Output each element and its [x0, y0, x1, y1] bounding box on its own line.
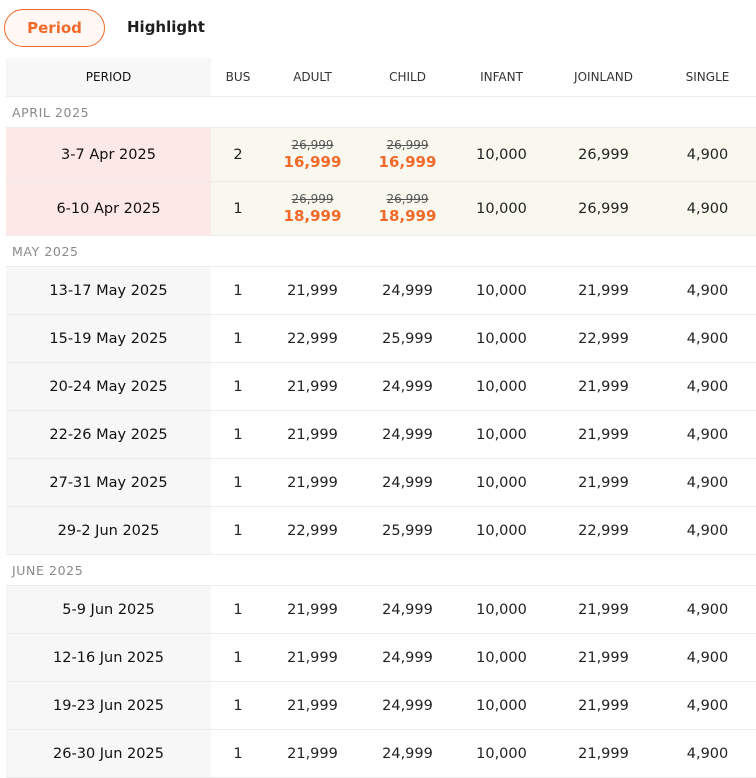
infant-price: 10,000: [455, 411, 548, 459]
child-price: 24,999: [360, 682, 455, 730]
bus-cell: 1: [211, 507, 265, 555]
adult-price-original: 26,999: [291, 191, 334, 206]
header-bus: BUS: [211, 58, 265, 97]
joinland-price: 26,999: [548, 128, 659, 182]
single-price: 4,900: [659, 730, 756, 778]
child-price: 24,999: [360, 411, 455, 459]
bus-cell: 2: [211, 128, 265, 182]
child-price: 24,999: [360, 363, 455, 411]
table-row[interactable]: [6, 586, 756, 634]
header-infant: INFANT: [455, 58, 548, 97]
adult-price: 21,999: [265, 634, 360, 682]
child-price-sale: 18,999: [378, 206, 437, 225]
infant-price: 10,000: [455, 459, 548, 507]
child-price: 24,999: [360, 634, 455, 682]
tab-highlight[interactable]: Highlight: [127, 18, 205, 36]
tab-period[interactable]: Period: [4, 9, 105, 47]
single-price: 4,900: [659, 459, 756, 507]
adult-price: 21,999: [265, 267, 360, 315]
joinland-price: 21,999: [548, 634, 659, 682]
bus-cell: 1: [211, 267, 265, 315]
month-group-row: [6, 97, 756, 128]
adult-price-sale: 16,999: [283, 152, 342, 171]
adult-price: 22,999: [265, 507, 360, 555]
table-row[interactable]: [6, 411, 756, 459]
joinland-price: 22,999: [548, 507, 659, 555]
child-price: 25,999: [360, 507, 455, 555]
table-row[interactable]: [6, 182, 756, 236]
adult-price: [265, 182, 360, 236]
joinland-price: 26,999: [548, 182, 659, 236]
adult-price: [265, 128, 360, 182]
table-row[interactable]: [6, 682, 756, 730]
joinland-price: 21,999: [548, 730, 659, 778]
table-row[interactable]: [6, 507, 756, 555]
single-price: 4,900: [659, 411, 756, 459]
child-price-original: 26,999: [386, 191, 429, 206]
infant-price: 10,000: [455, 315, 548, 363]
adult-price: 21,999: [265, 730, 360, 778]
infant-price: 10,000: [455, 507, 548, 555]
infant-price: 10,000: [455, 128, 548, 182]
period-cell: 19-23 Jun 2025: [6, 682, 211, 730]
table-row[interactable]: [6, 315, 756, 363]
header-child: CHILD: [360, 58, 455, 97]
month-group-row: [6, 236, 756, 267]
infant-price: 10,000: [455, 267, 548, 315]
child-price: 24,999: [360, 586, 455, 634]
tab-bar: [0, 0, 756, 57]
adult-price: 22,999: [265, 315, 360, 363]
joinland-price: 22,999: [548, 315, 659, 363]
joinland-price: 21,999: [548, 363, 659, 411]
infant-price: 10,000: [455, 730, 548, 778]
bus-cell: 1: [211, 363, 265, 411]
single-price: 4,900: [659, 267, 756, 315]
single-price: 4,900: [659, 128, 756, 182]
period-cell: 12-16 Jun 2025: [6, 634, 211, 682]
table-row[interactable]: [6, 634, 756, 682]
child-price: 24,999: [360, 459, 455, 507]
single-price: 4,900: [659, 634, 756, 682]
bus-cell: 1: [211, 411, 265, 459]
adult-price: 21,999: [265, 459, 360, 507]
period-cell: 13-17 May 2025: [6, 267, 211, 315]
child-price: 24,999: [360, 730, 455, 778]
header-period: PERIOD: [6, 58, 211, 97]
header-single: SINGLE: [659, 58, 756, 97]
child-price: 25,999: [360, 315, 455, 363]
adult-price: 21,999: [265, 586, 360, 634]
bus-cell: 1: [211, 682, 265, 730]
joinland-price: 21,999: [548, 586, 659, 634]
table-row[interactable]: [6, 128, 756, 182]
period-cell: 26-30 Jun 2025: [6, 730, 211, 778]
table-row[interactable]: [6, 459, 756, 507]
month-label: APRIL 2025: [6, 97, 756, 128]
adult-price-original: 26,999: [291, 137, 334, 152]
period-cell: 15-19 May 2025: [6, 315, 211, 363]
period-cell: 6-10 Apr 2025: [6, 182, 211, 236]
header-adult: ADULT: [265, 58, 360, 97]
joinland-price: 21,999: [548, 459, 659, 507]
table-row[interactable]: [6, 363, 756, 411]
month-label: MAY 2025: [6, 236, 756, 267]
bus-cell: 1: [211, 459, 265, 507]
infant-price: 10,000: [455, 586, 548, 634]
bus-cell: 1: [211, 315, 265, 363]
month-label: JUNE 2025: [6, 555, 756, 586]
table-row[interactable]: [6, 730, 756, 778]
child-price-original: 26,999: [386, 137, 429, 152]
bus-cell: 1: [211, 586, 265, 634]
infant-price: 10,000: [455, 182, 548, 236]
table-row[interactable]: [6, 267, 756, 315]
adult-price: 21,999: [265, 363, 360, 411]
header-joinland: JOINLAND: [548, 58, 659, 97]
bus-cell: 1: [211, 634, 265, 682]
single-price: 4,900: [659, 182, 756, 236]
period-cell: 22-26 May 2025: [6, 411, 211, 459]
month-group-row: [6, 555, 756, 586]
child-price: [360, 182, 455, 236]
infant-price: 10,000: [455, 682, 548, 730]
single-price: 4,900: [659, 682, 756, 730]
adult-price-sale: 18,999: [283, 206, 342, 225]
adult-price: 21,999: [265, 682, 360, 730]
child-price: 24,999: [360, 267, 455, 315]
single-price: 4,900: [659, 363, 756, 411]
single-price: 4,900: [659, 315, 756, 363]
single-price: 4,900: [659, 586, 756, 634]
infant-price: 10,000: [455, 363, 548, 411]
period-cell: 29-2 Jun 2025: [6, 507, 211, 555]
joinland-price: 21,999: [548, 267, 659, 315]
period-cell: 20-24 May 2025: [6, 363, 211, 411]
bus-cell: 1: [211, 182, 265, 236]
joinland-price: 21,999: [548, 411, 659, 459]
period-price-table: [6, 58, 756, 778]
joinland-price: 21,999: [548, 682, 659, 730]
child-price: [360, 128, 455, 182]
adult-price: 21,999: [265, 411, 360, 459]
bus-cell: 1: [211, 730, 265, 778]
period-cell: 3-7 Apr 2025: [6, 128, 211, 182]
table-header-row: [6, 58, 756, 97]
single-price: 4,900: [659, 507, 756, 555]
infant-price: 10,000: [455, 634, 548, 682]
child-price-sale: 16,999: [378, 152, 437, 171]
period-cell: 27-31 May 2025: [6, 459, 211, 507]
period-cell: 5-9 Jun 2025: [6, 586, 211, 634]
